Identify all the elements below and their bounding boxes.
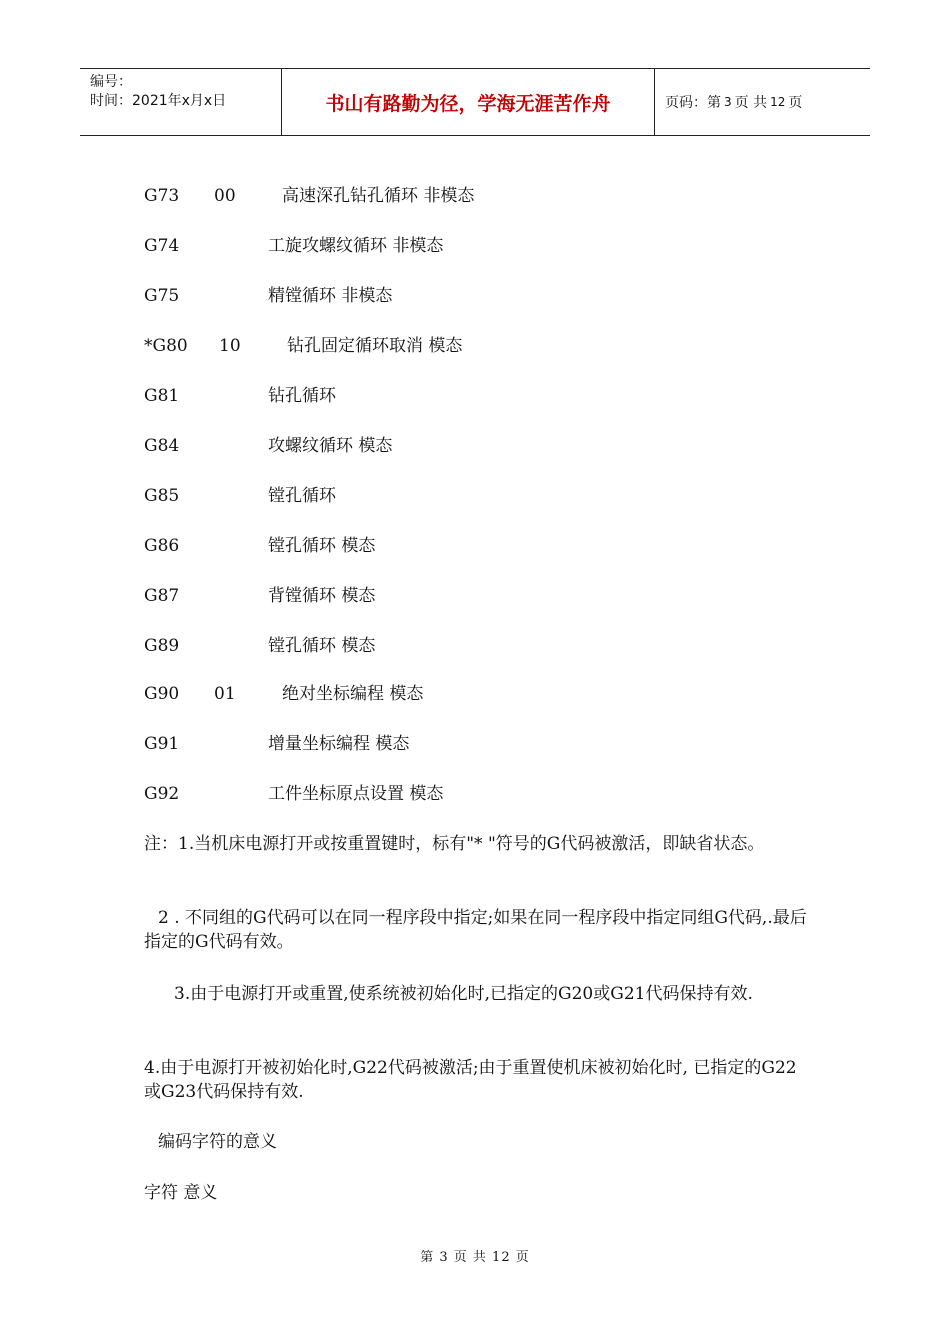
gcode: G84 xyxy=(144,436,180,456)
gcode: G75 xyxy=(144,286,180,306)
gcode-desc: 增量坐标编程 模态 xyxy=(268,734,410,754)
gcode-desc: 攻螺纹循环 模态 xyxy=(268,436,393,456)
gcode: G92 xyxy=(144,784,180,804)
gcode-desc: 镗孔循环 xyxy=(268,486,336,506)
gcode: G73 xyxy=(144,186,180,206)
gcode-desc: 钻孔固定循环取消 模态 xyxy=(287,336,463,356)
header-meta xyxy=(80,69,282,135)
gcode-desc: 背镗循环 模态 xyxy=(268,586,376,606)
header-page-info xyxy=(655,69,870,135)
page-total: 12 xyxy=(770,95,786,109)
gcode: G81 xyxy=(144,386,180,406)
gcode-desc: 钻孔循环 xyxy=(268,386,336,406)
page-footer: 第 3 页 共 12 页 xyxy=(420,1250,530,1265)
gcode: G86 xyxy=(144,536,180,556)
gcode-desc: 工旋攻螺纹循环 非模态 xyxy=(268,236,444,256)
note-3: 3.由于电源打开或重置,使系统被初始化时,已指定的G20或G21代码保持有效. xyxy=(174,984,753,1004)
gcode-desc: 工件坐标原点设置 模态 xyxy=(268,784,444,804)
gcode: G89 xyxy=(144,636,180,656)
gcode: G74 xyxy=(144,236,180,256)
gcode-desc: 高速深孔钻孔循环 非模态 xyxy=(282,186,475,206)
gcode: G91 xyxy=(144,734,180,754)
gcode-desc: 精镗循环 非模态 xyxy=(268,286,393,306)
page-header xyxy=(80,68,870,136)
note-1: 注：1.当机床电源打开或按重置键时，标有"* "符号的G代码被激活，即缺省状态。 xyxy=(144,834,765,854)
gcode-group: 01 xyxy=(214,684,236,704)
page-suffix: 页 xyxy=(788,95,803,111)
time-label: 时间：2021年x月x日 xyxy=(90,93,227,109)
note-2: 2 . 不同组的G代码可以在同一程序段中指定;如果在同一程序段中指定同组G代码,.最后指定的G代码有效。 xyxy=(144,908,807,952)
gcode: G85 xyxy=(144,486,180,506)
table-column-headings: 字符 意义 xyxy=(144,1183,218,1203)
gcode-group: 10 xyxy=(219,336,241,356)
header-motto: 书山有路勤为径，学海无涯苦作舟 xyxy=(282,69,655,135)
gcode-desc: 绝对坐标编程 模态 xyxy=(282,684,424,704)
gcode-group: 00 xyxy=(214,186,236,206)
page-current: 3 xyxy=(724,95,732,109)
page-middle: 页 共 xyxy=(734,95,768,111)
gcode: G90 xyxy=(144,684,180,704)
gcode-desc: 镗孔循环 模态 xyxy=(268,536,376,556)
code-label: 编号： xyxy=(90,74,132,90)
section-heading: 编码字符的意义 xyxy=(158,1132,277,1152)
note-4: 4.由于电源打开被初始化时,G22代码被激活;由于重置使机床被初始化时, 已指定的G22或G23代码保持有效. xyxy=(144,1058,797,1102)
page-prefix: 页码：第 xyxy=(665,95,721,111)
gcode: *G80 xyxy=(144,336,188,356)
gcode-desc: 镗孔循环 模态 xyxy=(268,636,376,656)
gcode: G87 xyxy=(144,586,180,606)
